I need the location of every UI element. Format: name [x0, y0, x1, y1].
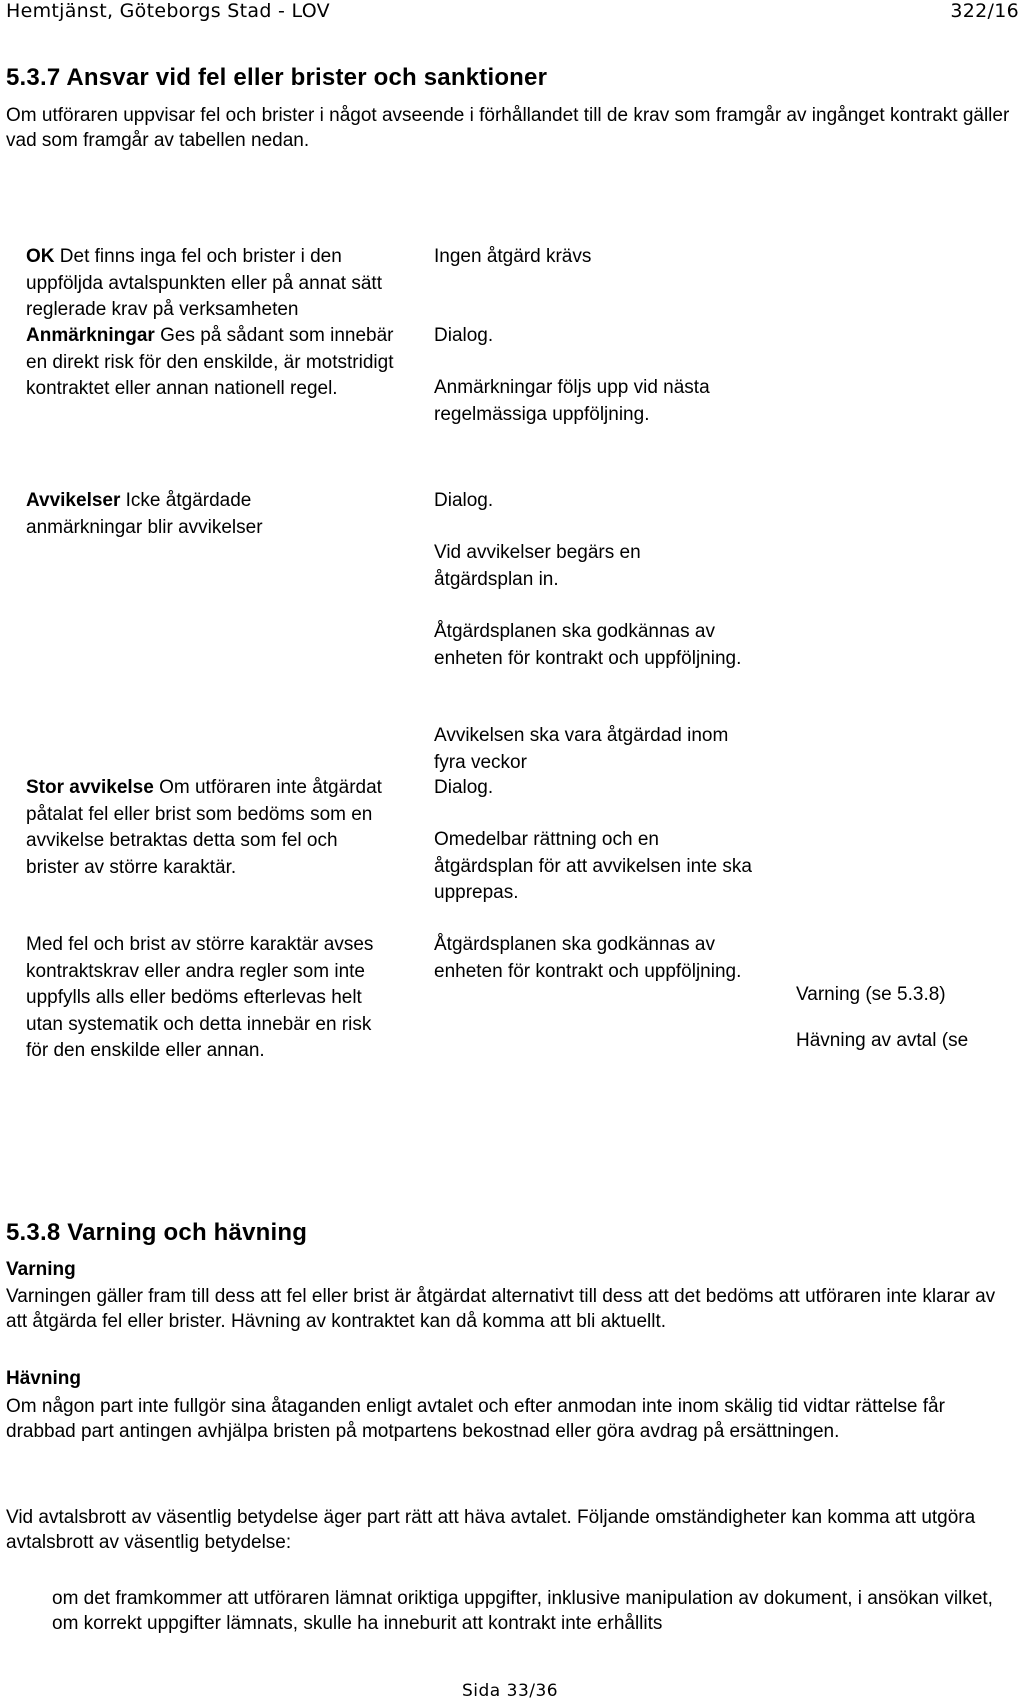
action-anmarkningar-1: Dialog.	[434, 325, 494, 346]
term-ok: OK	[26, 246, 55, 267]
varning-title: Varning	[6, 1259, 76, 1280]
action-stor-avvikelse-2: Omedelbar rättning och en åtgärdsplan för att avvikelsen inte ska upprepas.	[434, 829, 752, 903]
term-avvikelser: Avvikelser	[26, 490, 121, 511]
section-538-heading: 5.3.8 Varning och hävning	[6, 1219, 308, 1246]
section-537-intro: Om utföraren uppvisar fel och brister i något avseende i förhållandet till de krav som framgår av ingånget kontrakt gäller vad som framgår av tabellen nedan.	[6, 105, 1010, 151]
varning-text: Varningen gäller fram till dess att fel eller brist är åtgärdat alternativt till dess att det bedöms att utföraren inte klarar av att åtgärda fel eller brister. Hävning av kontraktet kan då komma att bli aktuellt.	[6, 1286, 996, 1332]
action-avvikelser-1: Dialog.	[434, 490, 494, 511]
term-anmarkningar: Anmärkningar	[26, 325, 155, 346]
page-number: Sida 33/36	[462, 1681, 559, 1701]
action-avvikelser-4: Avvikelsen ska vara åtgärdad inom fyra veckor	[434, 725, 729, 773]
document-header-title: Hemtjänst, Göteborgs Stad - LOV	[6, 0, 330, 22]
bullet-item-1: om det framkommer att utföraren lämnat oriktiga uppgifter, inklusive manipulation av dokument, i ansökan vilket, om korrekt uppgifter lämnats, skulle ha inneburit att kontrakt inte erhållits	[52, 1588, 993, 1634]
row-ok-left	[26, 244, 396, 324]
document-header-number: 322/16	[950, 0, 1019, 22]
sanction-havning: Hävning av avtal (se	[796, 1030, 969, 1051]
havning-text: Om någon part inte fullgör sina åtaganden enligt avtalet och efter anmodan inte inom skälig tid vidtar rättelse får drabbad part antingen avhjälpa bristen på motpartens bekostnad eller göra avdrag på ersättningen.	[6, 1396, 945, 1442]
action-avvikelser-3: Åtgärdsplanen ska godkännas av enheten för kontrakt och uppföljning.	[434, 621, 742, 669]
row-stor-avvikelse-left	[26, 775, 386, 881]
section-537-heading: 5.3.7 Ansvar vid fel eller brister och sanktioner	[6, 64, 548, 91]
term-stor-avvikelse: Stor avvikelse	[26, 777, 154, 798]
desc-stor-avvikelse-2: Med fel och brist av större karaktär avses kontraktskrav eller andra regler som inte uppfylls alls eller bedöms efterlevas helt utan systematik och detta innebär en risk för den enskilde eller annan.	[26, 934, 374, 1061]
havning-title: Hävning	[6, 1368, 81, 1389]
row-anmarkningar-left	[26, 323, 396, 403]
action-avvikelser-2: Vid avvikelser begärs en åtgärdsplan in.	[434, 542, 641, 590]
desc-anmarkningar: Ges på sådant som innebär en direkt risk för den enskilde, är motstridigt kontraktet eller annan nationell regel.	[26, 325, 394, 399]
action-stor-avvikelse-1: Dialog.	[434, 777, 494, 798]
row-avvikelser-left	[26, 488, 326, 541]
action-anmarkningar-2: Anmärkningar följs upp vid nästa regelmässiga uppföljning.	[434, 377, 710, 425]
action-stor-avvikelse-3: Åtgärdsplanen ska godkännas av enheten för kontrakt och uppföljning.	[434, 934, 742, 982]
action-ok: Ingen åtgärd krävs	[434, 246, 592, 267]
desc-ok: Det finns inga fel och brister i den uppföljda avtalspunkten eller på annat sätt reglerade krav på verksamheten	[26, 246, 382, 320]
sanction-varning: Varning (se 5.3.8)	[796, 984, 946, 1005]
desc-avvikelser: Icke åtgärdade anmärkningar blir avvikelser	[26, 490, 263, 538]
avtalsbrott-text: Vid avtalsbrott av väsentlig betydelse äger part rätt att häva avtalet. Följande omständigheter kan komma att utgöra avtalsbrott av väsentlig betydelse:	[6, 1507, 976, 1553]
stor-avvikelse-para-1	[26, 775, 386, 881]
desc-stor-avvikelse: Om utföraren inte åtgärdat påtalat fel eller brist som bedöms som en avvikelse betraktas detta som fel och brister av större karaktär.	[26, 777, 382, 878]
